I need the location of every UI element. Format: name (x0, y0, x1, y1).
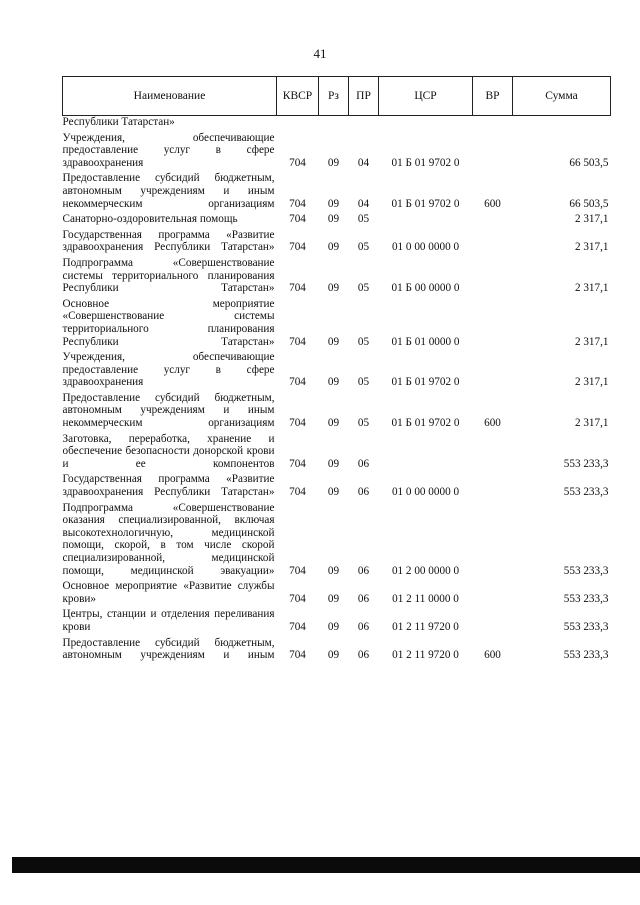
cell-kvsr: 704 (289, 156, 306, 169)
cell-rz: 09 (327, 620, 340, 633)
budget-table (62, 76, 611, 665)
cell-vr: 600 (484, 417, 501, 430)
table-header (63, 77, 611, 116)
table-row (63, 116, 611, 132)
cell-name: Учреждения, обеспечивающие предоставление услуг в сфере здравоохранения (62, 131, 275, 169)
cell-csr (379, 213, 473, 229)
cell-vr (473, 433, 513, 474)
cell-vr: 600 (484, 197, 501, 210)
header-pr: ПР (349, 77, 379, 116)
table-row (63, 637, 611, 665)
cell-pr: 05 (357, 335, 370, 348)
cell-sum: 2 317,1 (574, 417, 609, 430)
cell-pr: 06 (357, 649, 370, 662)
table-row (63, 580, 611, 608)
cell-rz: 09 (327, 282, 340, 295)
cell-sum: 66 503,5 (569, 197, 609, 210)
cell-csr: 01 Б 01 9702 0 (391, 376, 460, 389)
cell-name: Предоставление субсидий бюджетным, автономным учреждениям и иным (62, 636, 275, 662)
cell-name: Государственная программа «Развитие здравоохранения Республики Татарстан» (62, 228, 275, 254)
table-row (63, 229, 611, 257)
cell-sum (513, 116, 611, 132)
cell-csr: 01 2 11 9720 0 (392, 649, 459, 662)
cell-kvsr: 704 (289, 197, 306, 210)
table-row (63, 608, 611, 636)
cell-pr: 06 (357, 486, 370, 499)
cell-name: Подпрограмма «Совершенствование системы территориального планирования Республики Татарстан» (62, 256, 275, 295)
table-row (63, 132, 611, 173)
cell-csr: 01 Б 00 0000 0 (391, 282, 460, 295)
cell-rz: 09 (327, 156, 340, 169)
table-row (63, 433, 611, 474)
cell-sum: 553 233,3 (563, 486, 609, 499)
header-vr: ВР (473, 77, 513, 116)
cell-csr: 01 Б 01 0000 0 (391, 335, 460, 348)
cell-vr (473, 473, 513, 501)
table-row (63, 351, 611, 392)
table-row (63, 473, 611, 501)
cell-rz: 09 (327, 564, 340, 577)
cell-sum: 553 233,3 (563, 457, 609, 470)
cell-kvsr: 704 (289, 213, 306, 226)
header-csr: ЦСР (379, 77, 473, 116)
cell-rz (319, 116, 349, 132)
table-row (63, 213, 611, 229)
cell-csr: 01 Б 01 9702 0 (391, 197, 460, 210)
cell-kvsr: 704 (289, 335, 306, 348)
cell-name: Заготовка, переработка, хранение и обеспечение безопасности донорской крови и ее компонентов (62, 432, 275, 470)
cell-sum: 553 233,3 (563, 620, 609, 633)
scan-edge-bar (12, 857, 640, 873)
cell-rz: 09 (327, 197, 340, 210)
cell-pr: 05 (357, 213, 370, 226)
cell-csr: 01 2 00 0000 0 (391, 564, 460, 577)
cell-csr (379, 433, 473, 474)
cell-csr: 01 0 00 0000 0 (391, 486, 460, 499)
cell-pr: 05 (357, 376, 370, 389)
cell-vr (473, 298, 513, 351)
cell-csr: 01 0 00 0000 0 (391, 241, 460, 254)
cell-csr: 01 2 11 9720 0 (392, 620, 459, 633)
cell-name: Санаторно-оздоровительная помощь (62, 213, 238, 226)
cell-vr (473, 213, 513, 229)
cell-name: Центры, станции и отделения переливания крови (62, 608, 275, 633)
cell-kvsr: 704 (289, 620, 306, 633)
page-number: 41 (313, 46, 327, 61)
cell-pr: 04 (357, 156, 370, 169)
cell-rz: 09 (327, 213, 340, 226)
cell-vr (473, 257, 513, 298)
cell-name: Государственная программа «Развитие здравоохранения Республики Татарстан» (62, 473, 275, 499)
cell-name: Подпрограмма «Совершенствование оказания специализированной, включая высокотехнологичную, медицинской помощи, скорой, в том числе скорой специализированной, медицинской помощи, медицинской эвакуации» (62, 501, 275, 577)
cell-csr (379, 116, 473, 132)
cell-name: Основное мероприятие «Совершенствование системы территориального планирования Республики Татарстан» (62, 297, 275, 348)
cell-pr: 06 (357, 592, 370, 605)
cell-kvsr: 704 (289, 649, 306, 662)
table-row (63, 502, 611, 581)
cell-sum: 2 317,1 (574, 335, 609, 348)
table-row (63, 298, 611, 351)
header-sum: Сумма (513, 77, 611, 116)
header-kvsr: КВСР (277, 77, 319, 116)
cell-pr: 06 (357, 457, 370, 470)
cell-sum: 2 317,1 (574, 213, 609, 226)
cell-pr (349, 116, 379, 132)
cell-vr (473, 580, 513, 608)
cell-kvsr: 704 (289, 592, 306, 605)
cell-kvsr: 704 (289, 417, 306, 430)
cell-sum: 2 317,1 (574, 282, 609, 295)
cell-sum: 553 233,3 (563, 564, 609, 577)
cell-rz: 09 (327, 417, 340, 430)
cell-name: Предоставление субсидий бюджетным, автономным учреждениям и иным некоммерческим организациям (62, 391, 275, 430)
header-name: Наименование (63, 77, 277, 116)
cell-csr: 01 Б 01 9702 0 (391, 156, 460, 169)
table-row (63, 257, 611, 298)
cell-vr (473, 229, 513, 257)
table-body (63, 116, 611, 665)
cell-sum: 553 233,3 (563, 649, 609, 662)
cell-sum: 553 233,3 (563, 592, 609, 605)
cell-rz: 09 (327, 376, 340, 389)
cell-vr (473, 132, 513, 173)
cell-rz: 09 (327, 649, 340, 662)
cell-rz: 09 (327, 592, 340, 605)
cell-sum: 2 317,1 (574, 376, 609, 389)
cell-kvsr: 704 (289, 457, 306, 470)
cell-csr: 01 2 11 0000 0 (392, 592, 459, 605)
cell-pr: 06 (357, 620, 370, 633)
cell-name: Республики Татарстан» (62, 116, 175, 128)
cell-csr: 01 Б 01 9702 0 (391, 417, 460, 430)
cell-pr: 05 (357, 241, 370, 254)
cell-vr (473, 502, 513, 581)
cell-rz: 09 (327, 486, 340, 499)
cell-rz: 09 (327, 457, 340, 470)
cell-kvsr (277, 116, 319, 132)
cell-rz: 09 (327, 335, 340, 348)
cell-vr (473, 351, 513, 392)
cell-kvsr: 704 (289, 486, 306, 499)
cell-sum: 66 503,5 (569, 156, 609, 169)
cell-name: Предоставление субсидий бюджетным, автономным учреждениям и иным некоммерческим организациям (62, 172, 275, 210)
cell-sum: 2 317,1 (574, 241, 609, 254)
cell-kvsr: 704 (289, 564, 306, 577)
cell-pr: 05 (357, 282, 370, 295)
cell-name: Учреждения, обеспечивающие предоставление услуг в сфере здравоохранения (62, 351, 275, 389)
cell-kvsr: 704 (289, 282, 306, 295)
cell-name: Основное мероприятие «Развитие службы крови» (62, 580, 275, 605)
header-rz: Рз (319, 77, 349, 116)
cell-pr: 06 (357, 564, 370, 577)
cell-pr: 04 (357, 197, 370, 210)
cell-rz: 09 (327, 241, 340, 254)
cell-vr (473, 116, 513, 132)
cell-vr: 600 (484, 649, 501, 662)
table-row (63, 392, 611, 433)
cell-vr (473, 608, 513, 636)
cell-kvsr: 704 (289, 241, 306, 254)
header-row (63, 77, 611, 116)
cell-kvsr: 704 (289, 376, 306, 389)
table-row (63, 172, 611, 213)
cell-pr: 05 (357, 417, 370, 430)
